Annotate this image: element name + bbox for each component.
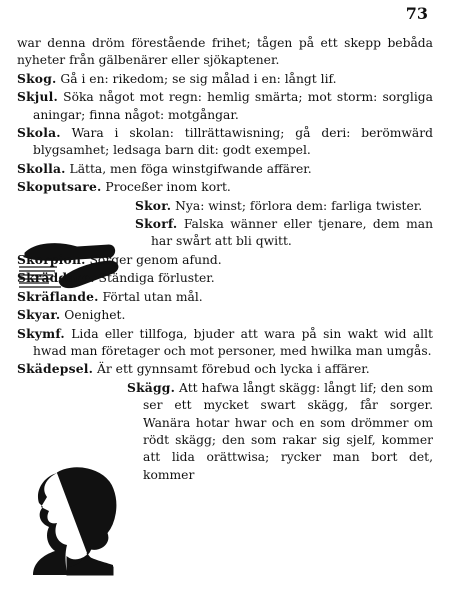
entry-skraflande bbox=[17, 288, 433, 306]
entry-headword: Skorf. bbox=[135, 216, 178, 232]
entry-headword: Skorpion. bbox=[17, 251, 86, 267]
entry-skola bbox=[17, 124, 433, 160]
entry-continuation bbox=[17, 35, 433, 70]
entry-text: Lida eller tillfoga, bjuder att wara på sin wakt wid allt hwad man företager och mot personer, med hwilka man umgås. bbox=[33, 326, 433, 358]
entry-skjul bbox=[17, 88, 433, 124]
entry-text: war denna dröm förestående frihet; tågen på ett skepp bebåda nyheter från gälbenärer eller sjökaptener. bbox=[17, 36, 433, 68]
entry-skog bbox=[17, 70, 433, 88]
entry-text: Falska wänner eller tjenare, dem man har swårt att bli qwitt. bbox=[151, 217, 433, 249]
entry-headword: Skyar. bbox=[17, 307, 61, 323]
dictionary-text-column bbox=[17, 35, 433, 484]
entry-text: Wara i skolan: tillrättawisning; gå deri: berömwärd blygsamhet; ledsaga barn dit: godt exempel. bbox=[33, 126, 433, 158]
entry-headword: Skägg. bbox=[127, 379, 176, 395]
entry-skor bbox=[135, 197, 433, 215]
entry-headword: Skädepsel. bbox=[17, 361, 94, 377]
entry-headword: Skymf. bbox=[17, 325, 65, 341]
entry-skagg bbox=[127, 379, 433, 484]
entry-headword: Skräflande. bbox=[17, 288, 99, 304]
entry-headword: Skog. bbox=[17, 70, 57, 86]
entry-text: Proceßer inom kort. bbox=[105, 180, 231, 195]
entry-text: Förtal utan mål. bbox=[102, 289, 203, 304]
entry-headword: Skjul. bbox=[17, 89, 58, 105]
entry-skorf bbox=[135, 215, 433, 251]
entry-skorpion bbox=[17, 251, 433, 269]
entry-skymf bbox=[17, 325, 433, 361]
entry-skraddare bbox=[17, 269, 433, 287]
entry-text: Oenighet. bbox=[64, 308, 126, 323]
entry-text: Ständiga förluster. bbox=[98, 271, 215, 286]
entry-skadepsel bbox=[17, 360, 433, 378]
entry-headword: Skräddare. bbox=[17, 270, 95, 286]
entry-text: Sorger genom afund. bbox=[89, 252, 222, 267]
page-number: 73 bbox=[405, 4, 428, 23]
entry-skolla bbox=[17, 160, 433, 178]
entry-skyar bbox=[17, 306, 433, 324]
entry-text: Lätta, men föga winstgifwande affärer. bbox=[69, 161, 312, 176]
entry-text: Nya: winst; förlora dem: farliga twister. bbox=[175, 198, 423, 213]
entry-text: Söka något mot regn: hemlig smärta; mot storm: sorgliga aningar; finna något: motgångar. bbox=[33, 90, 433, 122]
entry-headword: Skolla. bbox=[17, 160, 66, 176]
entry-skoputsare bbox=[17, 178, 433, 196]
entry-text: Att hafwa långt skägg: långt lif; den som ser ett mycket swart skägg, får sorger. Wanära hotar hwar och en som drömmer om rödt skägg; den som rakar sig sjelf, kommer att lida orättwisa; rycker man bort det, kommer bbox=[143, 380, 434, 482]
entry-headword: Skola. bbox=[17, 125, 61, 141]
entry-headword: Skor. bbox=[135, 197, 172, 213]
entry-text: Gå i en: rikedom; se sig målad i en: långt lif. bbox=[60, 71, 337, 86]
entry-text: Är ett gynnsamt förebud och lycka i affärer. bbox=[97, 362, 370, 377]
entry-headword: Skoputsare. bbox=[17, 179, 102, 195]
